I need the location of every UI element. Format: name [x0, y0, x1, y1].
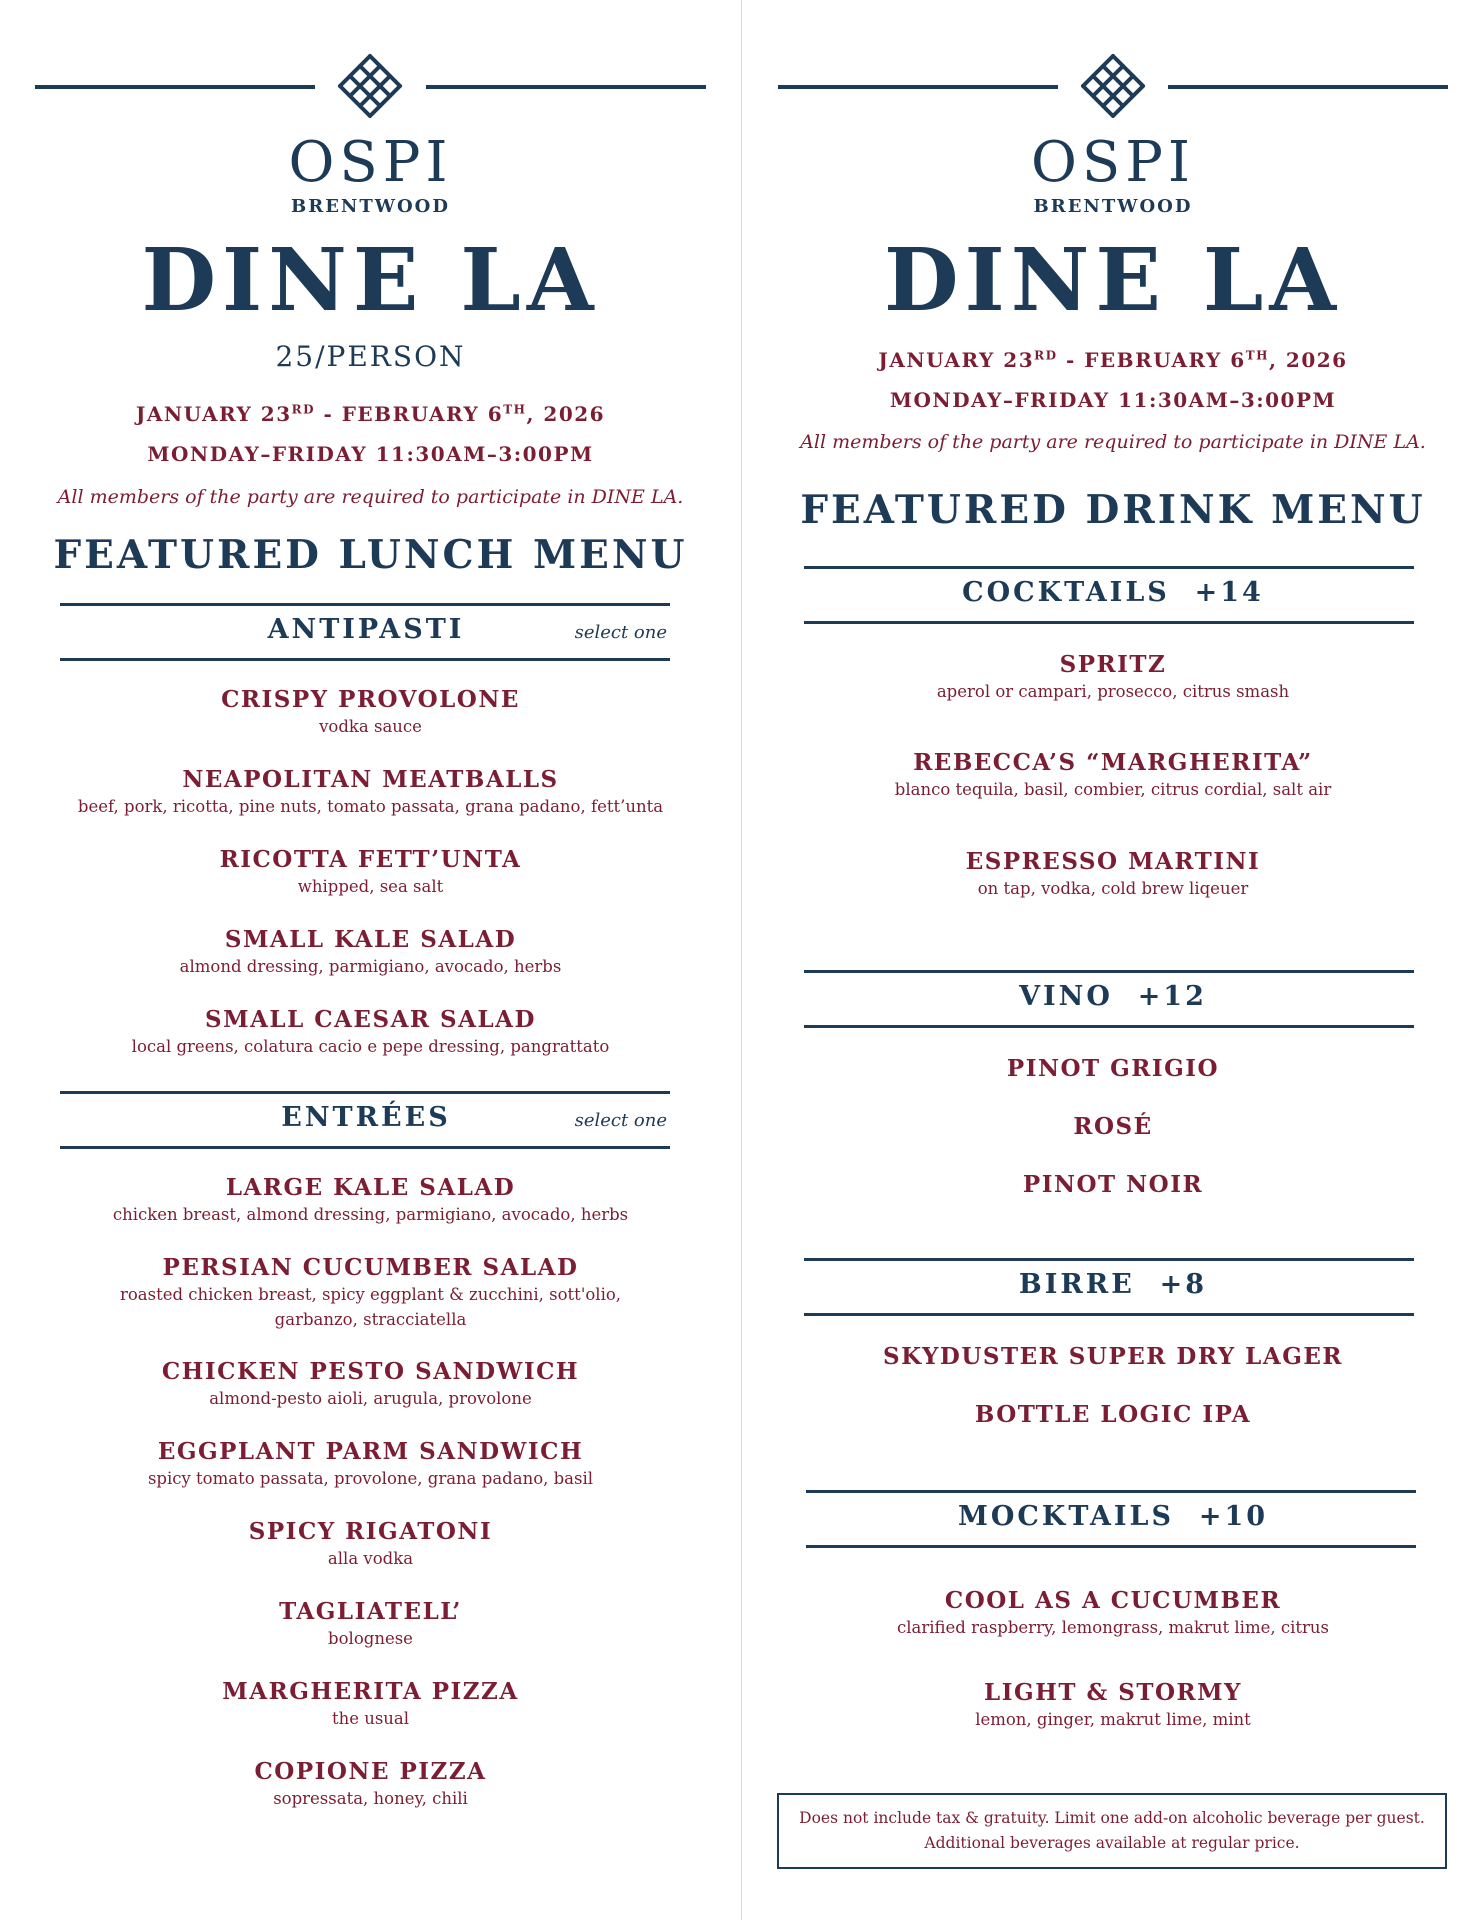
brand-name: OSPI — [1030, 130, 1196, 195]
menu-item-name: LIGHT & STORMY — [984, 1679, 1242, 1706]
disclaimer-line-2: Additional beverages available at regular price. — [924, 1834, 1300, 1852]
menu-item-desc: roasted chicken breast, spicy eggplant & zucchini, sott'olio, — [119, 1285, 622, 1304]
menu-item-desc: alla vodka — [327, 1549, 414, 1568]
menu-item-desc: local greens, colatura cacio e pepe dressing, pangrattato — [131, 1037, 610, 1056]
section-title-entrees: ENTRÉES — [281, 1102, 451, 1133]
select-one-label: select one — [574, 622, 667, 643]
menu-item-name: LARGE KALE SALAD — [225, 1174, 516, 1201]
section-price: +10 — [1198, 1501, 1269, 1532]
select-one-label: select one — [574, 1110, 667, 1131]
section-price: +8 — [1159, 1269, 1208, 1300]
price-per-person: 25/PERSON — [275, 340, 466, 373]
section-rule — [804, 970, 1414, 973]
menu-item-desc: blanco tequila, basil, combier, citrus cordial, salt air — [894, 780, 1332, 799]
menu-item-name: RICOTTA FETT’UNTA — [219, 846, 522, 873]
section-rule — [804, 1025, 1414, 1028]
section-title-vino: VINO +12 — [1019, 981, 1207, 1012]
section-title-birre: BIRRE +8 — [1018, 1269, 1208, 1300]
menu-item-name: SMALL KALE SALAD — [224, 926, 517, 953]
section-rule — [806, 1490, 1416, 1493]
menu-item-name: TAGLIATELL’ — [279, 1598, 462, 1625]
menu-item-name: PINOT GRIGIO — [1006, 1055, 1220, 1082]
menu-item-name: COPIONE PIZZA — [254, 1758, 487, 1785]
section-rule — [804, 1313, 1414, 1316]
lunch-menu-panel — [0, 0, 741, 1920]
logo-rule-left — [35, 85, 315, 89]
service-hours: MONDAY–FRIDAY 11:30AM–3:00PM — [147, 442, 594, 466]
lattice-diamond-icon — [332, 48, 408, 124]
menu-item-name: PERSIAN CUCUMBER SALAD — [162, 1254, 579, 1281]
menu-title: FEATURED LUNCH MENU — [53, 532, 688, 578]
disclaimer-line-1: Does not include tax & gratuity. Limit one add-on alcoholic beverage per guest. — [799, 1809, 1425, 1827]
menu-item-desc: clarified raspberry, lemongrass, makrut lime, citrus — [897, 1618, 1329, 1637]
logo-header — [0, 48, 741, 124]
event-title: DINE LA — [141, 230, 600, 331]
menu-item-desc: on tap, vodka, cold brew liqeuer — [977, 879, 1249, 898]
menu-item-desc: bolognese — [328, 1629, 413, 1648]
menu-item-name: CHICKEN PESTO SANDWICH — [161, 1358, 580, 1385]
menu-item-desc: lemon, ginger, makrut lime, mint — [975, 1710, 1251, 1729]
lattice-diamond-icon — [1075, 48, 1151, 124]
menu-item-desc: beef, pork, ricotta, pine nuts, tomato passata, grana padano, fett’unta — [77, 797, 664, 816]
brand-location: BRENTWOOD — [291, 196, 450, 217]
section-rule — [804, 566, 1414, 569]
menu-item-desc: almond-pesto aioli, arugula, provolone — [209, 1389, 532, 1408]
section-title-cocktails: COCKTAILS +14 — [962, 577, 1264, 608]
menu-item-desc: almond dressing, parmigiano, avocado, herbs — [179, 957, 562, 976]
section-title-antipasti: ANTIPASTI — [267, 614, 465, 645]
section-rule — [804, 621, 1414, 624]
menu-item-desc: sopressata, honey, chili — [273, 1789, 468, 1808]
menu-item-name: SPICY RIGATONI — [248, 1518, 493, 1545]
date-range: JANUARY 23RD - FEBRUARY 6TH, 2026 — [135, 402, 606, 426]
section-rule — [60, 603, 670, 606]
menu-item-name: SPRITZ — [1059, 651, 1167, 678]
event-title: DINE LA — [883, 230, 1343, 331]
service-hours: MONDAY–FRIDAY 11:30AM–3:00PM — [889, 388, 1337, 412]
menu-item-name: REBECCA’S “MARGHERITA” — [913, 749, 1313, 776]
menu-item-name: EGGPLANT PARM SANDWICH — [157, 1438, 584, 1465]
menu-item-desc: aperol or campari, prosecco, citrus smash — [936, 682, 1290, 701]
section-title-mocktails: MOCKTAILS +10 — [957, 1501, 1269, 1532]
menu-title: FEATURED DRINK MENU — [800, 487, 1426, 533]
disclaimer-box — [777, 1793, 1447, 1869]
menu-item-name: ESPRESSO MARTINI — [965, 848, 1261, 875]
menu-item-desc: vodka sauce — [319, 717, 422, 736]
menu-item-name: PINOT NOIR — [1022, 1171, 1204, 1198]
menu-item-name: MARGHERITA PIZZA — [222, 1678, 519, 1705]
menu-item-desc: whipped, sea salt — [297, 877, 444, 896]
logo-rule-right — [426, 85, 706, 89]
menu-item-desc: spicy tomato passata, provolone, grana padano, basil — [147, 1469, 594, 1488]
section-price: +12 — [1137, 981, 1207, 1012]
date-range: JANUARY 23RD - FEBRUARY 6TH, 2026 — [878, 348, 1348, 372]
section-rule — [804, 1258, 1414, 1261]
menu-item-desc: garbanzo, stracciatella — [274, 1310, 467, 1329]
section-rule — [60, 1091, 670, 1094]
participation-note: All members of the party are required to participate in DINE LA. — [57, 486, 684, 508]
logo-rule-right — [1168, 85, 1448, 89]
brand-name: OSPI — [288, 130, 453, 195]
logo-rule-left — [778, 85, 1058, 89]
section-rule — [60, 1146, 670, 1149]
menu-item-name: NEAPOLITAN MEATBALLS — [182, 766, 559, 793]
participation-note: All members of the party are required to participate in DINE LA. — [800, 431, 1426, 453]
menu-item-name: SMALL CAESAR SALAD — [205, 1006, 536, 1033]
menu-item-name: ROSÉ — [1073, 1113, 1153, 1140]
menu-item-name: SKYDUSTER SUPER DRY LAGER — [883, 1343, 1343, 1370]
logo-header — [742, 48, 1484, 124]
menu-item-name: COOL AS A CUCUMBER — [944, 1587, 1282, 1614]
drink-menu-panel — [742, 0, 1484, 1920]
menu-item-name: CRISPY PROVOLONE — [221, 686, 520, 713]
menu-item-name: BOTTLE LOGIC IPA — [974, 1401, 1252, 1428]
section-rule — [806, 1545, 1416, 1548]
section-price: +14 — [1194, 577, 1264, 608]
menu-item-desc: chicken breast, almond dressing, parmigiano, avocado, herbs — [112, 1205, 629, 1224]
section-rule — [60, 658, 670, 661]
menu-item-desc: the usual — [331, 1709, 410, 1728]
brand-location: BRENTWOOD — [1033, 196, 1193, 217]
